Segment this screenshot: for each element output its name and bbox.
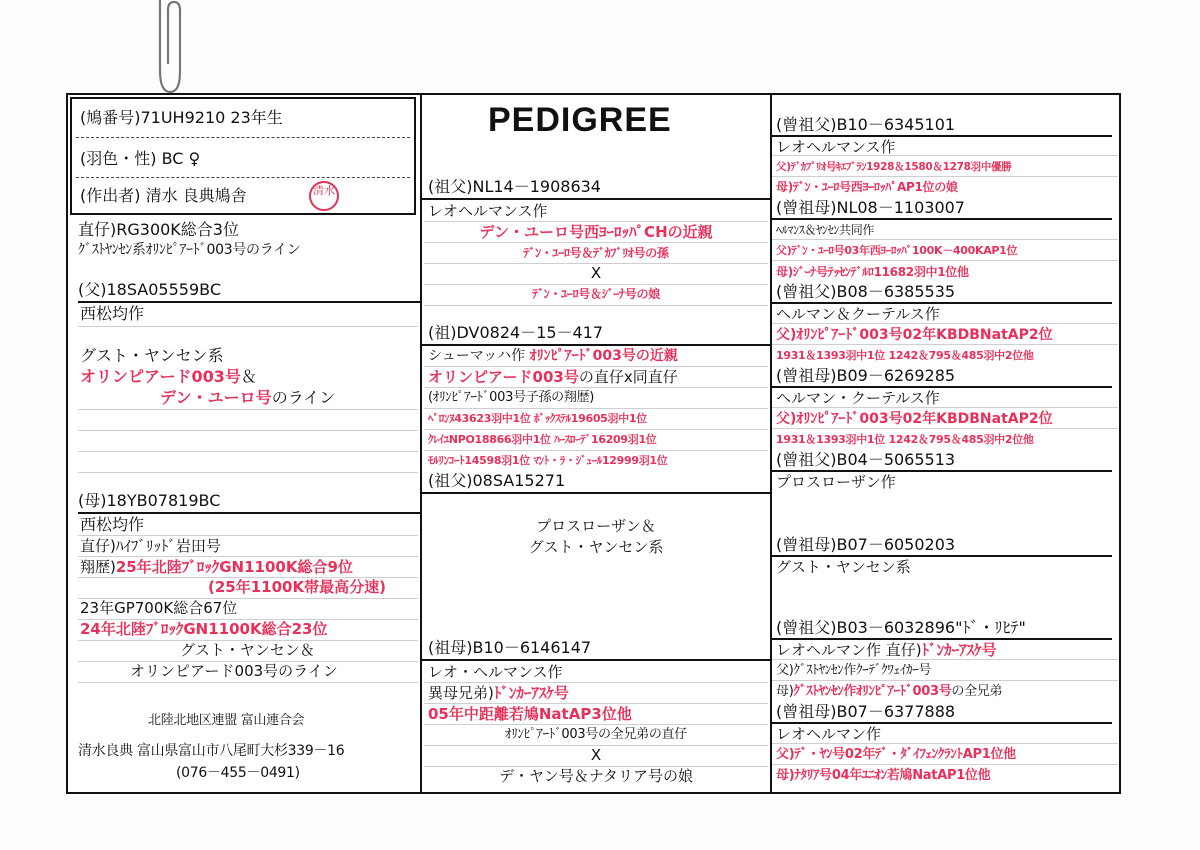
ruled-line [772, 323, 1118, 324]
divider [76, 137, 410, 138]
ruled-line [424, 766, 768, 767]
pedigree-card [66, 93, 1121, 794]
ancestor-note: 父)ｸﾞｽﾄﾔﾝｾﾝ作ｸｰﾃﾞｸﾜｪｲｶｰ号 [776, 663, 932, 678]
paper-clip-icon [150, 0, 182, 100]
granddam-id: (祖)DV0824－15－417 [428, 323, 604, 342]
ancestor-note: 父)ｵﾘﾝﾋﾟｱｰﾄﾞ003号02年KBDBNatAP2位 [776, 327, 1053, 343]
ruled-line [424, 703, 768, 704]
dam-underline [78, 512, 420, 514]
granddam-line: (ｵﾘﾝﾋﾟｱｰﾄﾞ003号子孫の翔歴) [428, 390, 595, 405]
ruled-line [78, 682, 418, 683]
ancestor-note: 母)ﾃﾞﾝ・ﾕｰﾛ号西ﾖｰﾛｯﾊﾟAP1位の娘 [776, 180, 958, 194]
ruled-line [78, 409, 418, 410]
ruled-line [424, 221, 768, 222]
ruled-line [772, 680, 1118, 681]
ruled-line [772, 407, 1118, 408]
ruled-line [78, 619, 418, 620]
grandsire-line: ﾃﾞﾝ・ﾕｰﾛ号＆ｼﾞｰﾅ号の娘 [532, 287, 660, 301]
bird-note: ｸﾞｽﾄﾔﾝｾﾝ系ｵﾘﾝﾋﾟｱｰﾄﾞ003号のライン [78, 242, 301, 258]
ruled-line [78, 577, 418, 578]
ruled-line [772, 428, 1118, 429]
ruled-line [424, 429, 768, 430]
ancestor-note: 母)ｸﾞｽﾄﾔﾝｾﾝ作ｵﾘﾝﾋﾟｱｰﾄﾞ003号の全兄弟 [776, 684, 1003, 699]
ancestor-breeder: ヘルマン＆クーテルス作 [776, 305, 940, 323]
great-grandsire-id: (曾祖父)B08－6385535 [776, 282, 956, 301]
grandsire-breeder: レオヘルマンス作 [428, 202, 548, 220]
cross-mark: X [590, 264, 602, 282]
ruled-line [424, 305, 768, 306]
sire-line: デン・ユーロ号のライン [160, 388, 336, 407]
ancestor-breeder: プロスローザン作 [776, 473, 896, 491]
ruled-line [424, 366, 768, 367]
granddam-line: オリンピアード003号の直仔x同直仔 [428, 368, 678, 386]
dam-line: 24年北陸ﾌﾞﾛｯｸGN1100K総合23位 [80, 620, 328, 638]
ruled-line [424, 263, 768, 264]
dam-breeder: 西松均作 [80, 515, 145, 534]
breeder-phone: (076－455－0491) [176, 765, 300, 781]
ruled-line [424, 242, 768, 243]
breeder-name: (作出者) 清水 良典鳩舎 [80, 186, 247, 205]
dam-line: 翔歴)25年北陸ﾌﾞﾛｯｸGN1100K総合9位 [80, 558, 353, 576]
sire-breeder: 西松均作 [80, 304, 145, 323]
sire-line: オリンピアード003号＆ [80, 367, 257, 386]
ancestor-breeder: グスト・ヤンセン系 [776, 558, 911, 576]
ruled-line [424, 450, 768, 451]
sire-id: (父)18SA05559BC [78, 280, 222, 299]
ancestor-note: 母)ｼﾞｰﾅ号ﾃｯｾﾝﾃﾞﾙﾛ11682羽中1位他 [776, 265, 969, 279]
ancestor-breeder: レオヘルマン作 直仔)ﾄﾞﾝｶｰｱｽｹ号 [776, 641, 997, 659]
great-granddam-id: (曾祖母)NL08－1103007 [776, 198, 965, 217]
ruled-line [772, 344, 1118, 345]
ruled-line [772, 176, 1118, 177]
ancestor-note: 父)ﾃﾞﾝ・ﾕｰﾛ号03年西ﾖｰﾛｯﾊﾟ100K－400KAP1位 [776, 244, 1018, 257]
granddam-id: (祖母)B10－6146147 [428, 638, 592, 657]
bird-note: 直仔)RG300K総合3位 [78, 220, 239, 239]
grandsire-underline [422, 198, 770, 200]
dam-line: 直仔)ﾊｲﾌﾞﾘｯﾄﾞ岩田号 [80, 537, 221, 555]
breeder-address: 清水良典 富山県富山市八尾町大杉339－16 [78, 743, 345, 759]
great-granddam-id: (曾祖母)B09－6269285 [776, 366, 956, 385]
ruled-line [78, 326, 418, 327]
sire-underline [78, 301, 420, 303]
granddam-breeder: レオ・ヘルマンス作 [428, 663, 563, 681]
cross-mark: X [590, 746, 602, 764]
granddam-line: ﾓﾙﾘﾝｺｰﾄ14598羽1位 ﾏﾝﾄ・ﾗ・ｼﾞｭｰﾙ12999羽1位 [428, 454, 668, 467]
ancestor-note: 父)ﾃﾞｶﾌﾟﾘｵ号ｷｴﾌﾞﾗﾝ1928＆1580＆1278羽中優勝 [776, 161, 1012, 173]
ruled-line [424, 387, 768, 388]
ruled-line [424, 408, 768, 409]
ancestor-note: 母)ﾅﾀﾘｱ号04年ﾕﾆｵﾝ若鳩NatAP1位他 [776, 768, 991, 783]
grandsire-line: ﾃﾞﾝ・ﾕｰﾛ号＆ﾃﾞｶﾌﾞﾘｵ号の孫 [523, 246, 669, 260]
ruled-line [772, 155, 1118, 156]
ancestor-note: 父)ﾃﾞ・ﾔﾝ号02年ﾃﾞ・ﾀﾞｲﾌｪﾝｸﾗﾝﾄAP1位他 [776, 747, 1016, 762]
ruled-line [424, 284, 768, 285]
dam-id: (母)18YB07819BC [78, 491, 221, 510]
ruled-line [772, 764, 1118, 765]
granddam-line: 異母兄弟)ﾄﾞﾝｶｰｱｽｹ号 [428, 684, 569, 702]
granddam-line: デ・ヤン号＆ナタリア号の娘 [498, 767, 694, 785]
grandsire-id: (祖父)08SA15271 [428, 471, 566, 490]
breeder-seal-stamp: 清水 [309, 181, 339, 211]
club-name: 北陸北地区連盟 富山連合会 [148, 713, 305, 728]
sire-line: グスト・ヤンセン系 [80, 346, 224, 365]
ancestor-breeder: ヘルマン・クーテルス作 [776, 389, 940, 407]
ruled-line [772, 743, 1118, 744]
ruled-line [78, 598, 418, 599]
dam-line: 23年GP700K総合67位 [80, 599, 238, 617]
ancestor-breeder: ﾍﾙﾏﾝｽ＆ﾔﾝｾﾝ共同作 [776, 223, 875, 237]
great-grandsire-id: (曾祖父)B03－6032896"ﾄﾞ・ﾘﾋﾃ" [776, 618, 1026, 637]
color-sex: (羽色・性) BC ♀ [80, 149, 201, 168]
bird-id-box [70, 97, 416, 215]
grandsire-line: デン・ユーロ号西ﾖｰﾛｯﾊﾟCHの近親 [479, 223, 713, 241]
ruled-line [78, 535, 418, 536]
ancestor-note: 父)ｵﾘﾝﾋﾟｱｰﾄﾞ003号02年KBDBNatAP2位 [776, 411, 1053, 427]
page-title: PEDIGREE [488, 101, 672, 139]
grandsire-line: グスト・ヤンセン系 [528, 538, 664, 556]
dam-line: (25年1100K帯最高分速) [208, 578, 386, 596]
great-grandsire-id: (曾祖父)B04－5065513 [776, 450, 956, 469]
divider [76, 177, 410, 178]
band-number: (鳩番号)71UH9210 23年生 [80, 108, 283, 127]
grandsire-underline [422, 492, 770, 494]
great-granddam-id: (曾祖母)B07－6050203 [776, 535, 956, 554]
column-divider [770, 95, 772, 792]
granddam-line: シューマッハ作 ｵﾘﾝﾋﾟｱｰﾄﾞ003号の近親 [428, 348, 678, 364]
ruled-line [772, 659, 1118, 660]
ruled-line [78, 661, 418, 662]
ruled-line [78, 556, 418, 557]
ruled-line [772, 260, 1118, 261]
granddam-line: ｵﾘﾝﾋﾟｱｰﾄﾞ003号の全兄弟の直仔 [505, 727, 687, 742]
ruled-line [424, 745, 768, 746]
dam-line: グスト・ヤンセン＆ [180, 641, 315, 659]
grandsire-line: プロスローザン＆ [536, 517, 656, 535]
granddam-line: 05年中距離若鳩NatAP3位他 [428, 705, 632, 723]
grandsire-id: (祖父)NL14－1908634 [428, 177, 601, 196]
great-grandsire-id: (曾祖父)B10－6345101 [776, 115, 956, 134]
ruled-line [424, 682, 768, 683]
dam-line: オリンピアード003号のライン [130, 662, 338, 680]
ruled-line [78, 430, 418, 431]
ruled-line [772, 239, 1118, 240]
ruled-line [78, 451, 418, 452]
granddam-underline [422, 659, 770, 661]
ruled-line [78, 640, 418, 641]
ancestor-breeder: レオヘルマンス作 [776, 138, 896, 156]
ancestor-breeder: レオヘルマン作 [776, 725, 882, 743]
granddam-line: ｸﾚｲﾕNPO18866羽中1位 ﾊｰｽﾛｰﾃﾞ16209羽1位 [428, 433, 657, 446]
ancestor-note: 1931＆1393羽中1位 1242＆795＆485羽中2位他 [776, 349, 1034, 362]
ancestor-note: 1931＆1393羽中1位 1242＆795＆485羽中2位他 [776, 433, 1034, 446]
ruled-line [78, 472, 418, 473]
great-granddam-id: (曾祖母)B07－6377888 [776, 702, 956, 721]
granddam-line: ﾍﾟﾛﾝﾇ43623羽中1位 ﾎﾞｯｸｽﾃﾙ19605羽中1位 [428, 412, 647, 425]
ruled-line [424, 724, 768, 725]
